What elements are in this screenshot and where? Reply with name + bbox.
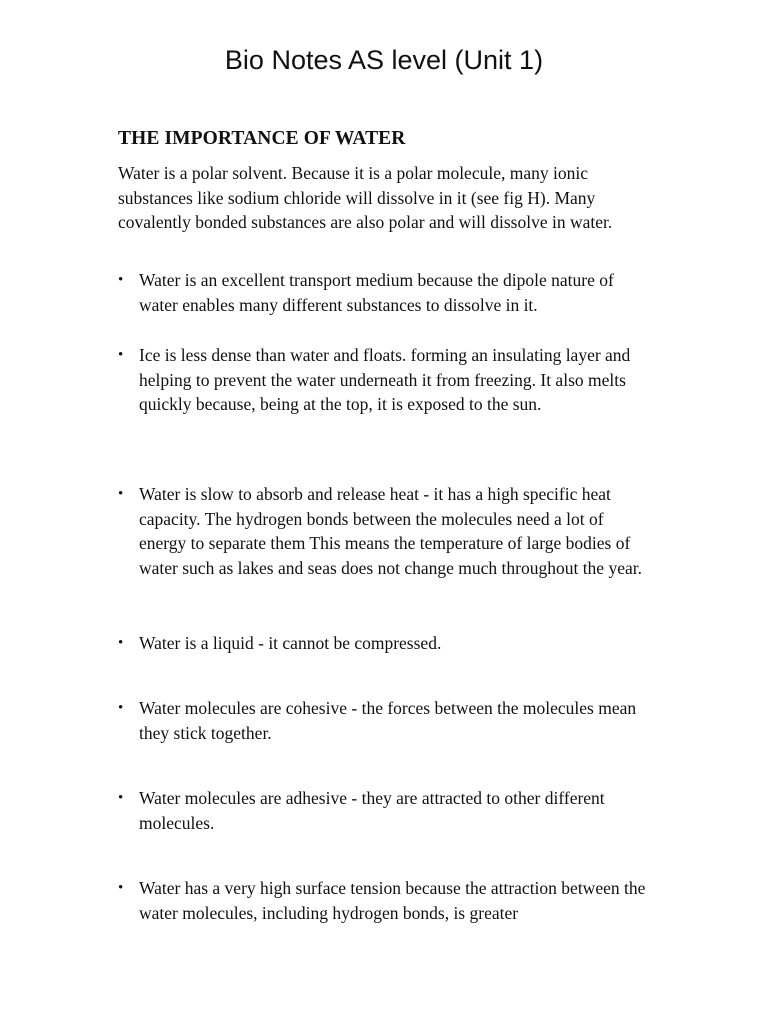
bullet-icon: • — [118, 790, 124, 806]
bullet-icon: • — [118, 700, 124, 716]
bullet-text: Water is slow to absorb and release heat - it has a high specific heat capacity. The hydrogen bonds between the molecules need a lot of energy to separate them This means the temperature of large bodies of water such as lakes and seas does not change much throughout the year. — [139, 484, 642, 579]
bullet-icon: • — [118, 880, 124, 896]
bullet-item — [118, 343, 658, 417]
section-heading: THE IMPORTANCE OF WATER — [118, 128, 406, 149]
bullet-text: Water is a liquid - it cannot be compressed. — [139, 633, 442, 653]
bullet-item — [118, 696, 658, 745]
bullet-item — [118, 786, 658, 835]
bullet-text: Ice is less dense than water and floats. forming an insulating layer and helping to prevent the water underneath it from freezing. It also melts quickly because, being at the top, it is exposed to the sun. — [139, 345, 631, 415]
intro-paragraph: Water is a polar solvent. Because it is a polar molecule, many ionic substances like sodium chloride will dissolve in it (see fig H). Many covalently bonded substances are also polar and will dissolve in water. — [118, 163, 613, 233]
bullet-text: Water molecules are adhesive - they are attracted to other different molecules. — [139, 788, 605, 833]
bullet-icon: • — [118, 635, 124, 651]
bullet-item — [118, 631, 658, 656]
document-title: Bio Notes AS level (Unit 1) — [224, 45, 544, 75]
bullet-icon: • — [118, 347, 124, 363]
bullet-text: Water has a very high surface tension because the attraction between the water molecules, including hydrogen bonds, is greater — [139, 878, 646, 923]
bullet-item — [118, 482, 658, 581]
bullet-text: Water molecules are cohesive - the forces between the molecules mean they stick together. — [139, 698, 637, 743]
bullet-text: Water is an excellent transport medium because the dipole nature of water enables many different substances to dissolve in it. — [139, 270, 614, 315]
bullet-item — [118, 876, 658, 925]
bullet-icon: • — [118, 272, 124, 288]
bullet-item — [118, 268, 658, 317]
bullet-icon: • — [118, 486, 124, 502]
